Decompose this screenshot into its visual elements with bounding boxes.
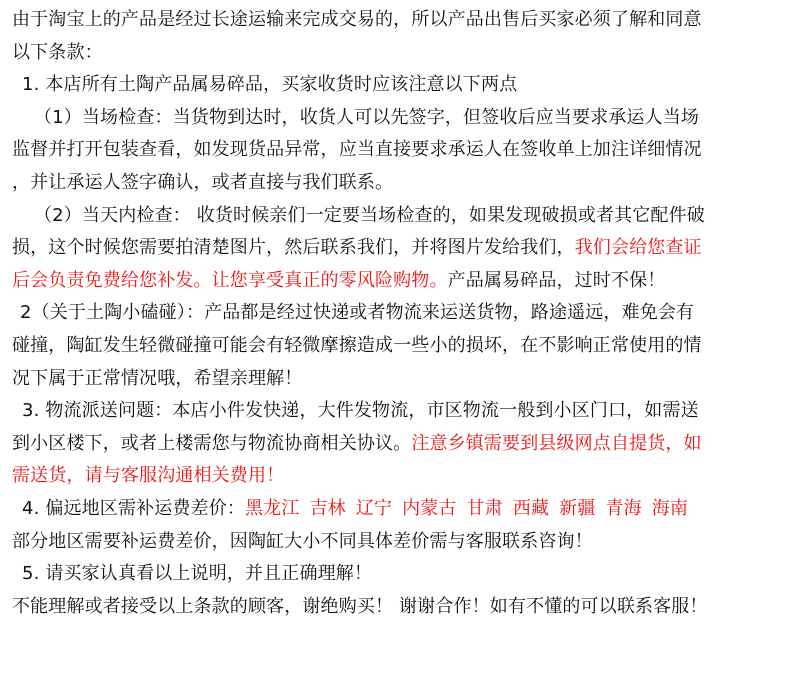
item3-line-2-highlight: 注意乡镇需要到县级网点自提货，如 <box>411 432 702 454</box>
region-6: 新疆 <box>559 497 596 519</box>
region-8: 海南 <box>651 497 689 519</box>
item1-a-line-3: ，并让承运人签字确认，或者直接与我们联系。 <box>12 171 394 193</box>
item1-b-line-2-text: 损，这个时候您需要拍清楚图片，然后联系我们，并将图片发给我们， <box>12 237 575 259</box>
item3-line-2 <box>12 428 784 461</box>
closing-line: 不能理解或者接受以上条款的顾客，谢绝购买！ 谢谢合作！如有不懂的可以联系客服！ <box>12 595 708 617</box>
item1-b-line-1: （2）当天内检查： 收货时候亲们一定要当场检查的，如果发现破损或者其它配件破 <box>34 204 705 226</box>
item5-line: 5. 请买家认真看以上说明，并且正确理解！ <box>22 563 373 585</box>
item1-a-line-1: （1）当场检查：当货物到达时，收货人可以先签字，但签收后应当要求承运人当场 <box>34 106 699 128</box>
region-4: 甘肃 <box>466 497 503 519</box>
item3-line-1: 3. 物流派送问题：本店小件发快递，大件发物流，市区物流一般到小区门口，如需送 <box>22 400 699 422</box>
item2-line-1: 2（关于土陶小磕碰）：产品都是经过快递或者物流来运送货物，路途遥远，难免会有 <box>20 302 695 324</box>
region-7: 青海 <box>605 497 642 519</box>
item4-line-1 <box>12 493 784 526</box>
region-1: 吉林 <box>309 497 346 519</box>
region-2: 辽宁 <box>355 497 393 519</box>
item1-b-line-2-highlight: 我们会给您查证 <box>574 237 702 259</box>
item3-line-3-highlight: 需送货，请与客服沟通相关费用！ <box>12 465 285 487</box>
item2-line-2: 碰撞，陶缸发生轻微碰撞可能会有轻微摩擦造成一些小的损坏，在不影响正常使用的情 <box>12 334 702 356</box>
item1-b-line-3-text: 产品属易碎品，过时不保！ <box>447 269 666 291</box>
intro-line-2: 以下条款： <box>12 41 103 63</box>
item1-a-line-2: 监督并打开包装查看，如发现货品异常，应当直接要求承运人在签收单上加注详细情况 <box>12 139 702 161</box>
item4-line-2: 部分地区需要补运费差价，因陶缸大小不同具体差价需与客服联系咨询！ <box>12 530 593 552</box>
item3-line-2-text: 到小区楼下，或者上楼需您与物流协商相关协议。 <box>12 432 412 454</box>
item1-b-line-2 <box>12 232 784 265</box>
item1-b-line-3-highlight: 后会负责免费给您补发。让您享受真正的零风险购物。 <box>12 269 448 291</box>
item1-b-line-3 <box>12 265 784 298</box>
intro-line-1: 由于淘宝上的产品是经过长途运输来完成交易的，所以产品出售后买家必须了解和同意 <box>12 9 702 30</box>
region-0: 黑龙江 <box>245 497 300 519</box>
region-3: 内蒙古 <box>402 497 457 519</box>
item3-line-3 <box>12 460 784 493</box>
item1-title: 1. 本店所有土陶产品属易碎品，买家收货时应该注意以下两点 <box>22 74 518 96</box>
item4-label: 4. 偏远地区需补运费差价： <box>22 497 245 519</box>
item2-line-3: 况下属于正常情况哦，希望亲理解！ <box>12 367 303 389</box>
region-5: 西藏 <box>512 497 550 519</box>
